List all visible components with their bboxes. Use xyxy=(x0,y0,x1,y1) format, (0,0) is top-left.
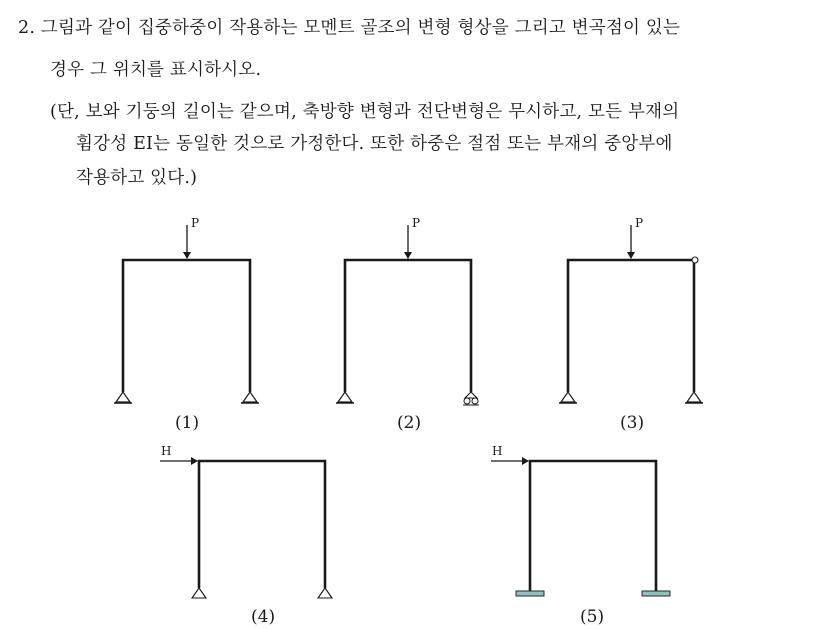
frame-3-label: (3) xyxy=(620,413,645,433)
frame-5-members xyxy=(530,461,656,591)
frame-4-members xyxy=(199,461,325,588)
frame-2-members xyxy=(345,260,471,392)
frame-1-pin-left xyxy=(116,392,130,402)
frame-3-hinge xyxy=(692,257,698,263)
frame-2-pin-left xyxy=(338,392,352,402)
frame-4-label: (4) xyxy=(251,607,276,627)
problem-line-5: 작용하고 있다.) xyxy=(76,168,198,188)
frame-1 xyxy=(114,216,259,433)
frame-5-fixed-left xyxy=(516,591,544,596)
problem-line-2: 경우 그 위치를 표시하시오. xyxy=(50,60,262,80)
frame-5-fixed-right xyxy=(642,591,670,596)
frame-3 xyxy=(559,216,703,433)
frame-2-roller-right xyxy=(463,392,479,405)
frame-2-load-label: P xyxy=(412,216,421,230)
frame-1-members xyxy=(123,260,250,392)
frame-4-pin-right xyxy=(318,588,332,598)
frame-1-pin-right xyxy=(243,392,257,402)
frame-5 xyxy=(491,444,670,627)
frame-2-label: (2) xyxy=(397,413,422,433)
problem-line-3: (단, 보와 기둥의 길이는 같으며, 축방향 변형과 전단변형은 무시하고, 모든 부재의 xyxy=(50,102,680,122)
frame-3-pin-right xyxy=(687,392,701,402)
frame-4 xyxy=(160,444,332,627)
frame-3-load-label: P xyxy=(635,216,644,230)
frame-2 xyxy=(336,216,479,433)
frame-5-load-label: H xyxy=(492,444,503,458)
frame-4-pin-left xyxy=(192,588,206,598)
problem-line-1: 2. 그림과 같이 집중하중이 작용하는 모멘트 골조의 변형 형상을 그리고 변곡점이 있는 xyxy=(18,18,681,38)
frame-3-members xyxy=(568,260,693,392)
frame-1-load-label: P xyxy=(191,216,200,230)
problem-line-4: 휨강성 EI는 동일한 것으로 가정한다. 또한 하중은 절점 또는 부재의 중앙부에 xyxy=(76,134,673,154)
frame-4-load-label: H xyxy=(161,444,172,458)
frame-3-pin-left xyxy=(561,392,575,402)
frame-5-label: (5) xyxy=(580,607,605,627)
frame-1-label: (1) xyxy=(175,413,200,433)
